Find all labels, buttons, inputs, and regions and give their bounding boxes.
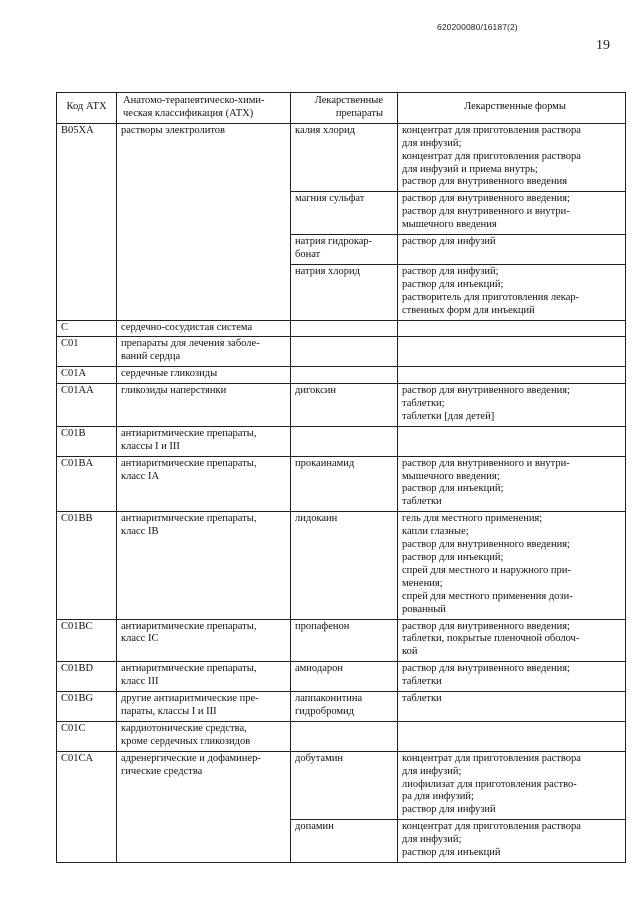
atx-class-cell-line: параты, классы I и III (121, 705, 217, 717)
forms-cell-line: раствор для инфузий; (402, 265, 499, 277)
forms-cell (398, 123, 626, 192)
table-row (57, 384, 626, 427)
atx-code-cell: B05XA (57, 123, 117, 320)
forms-cell (398, 619, 626, 662)
forms-cell (398, 426, 626, 456)
drug-cell (291, 820, 398, 863)
atx-class-cell (117, 662, 291, 692)
forms-cell (398, 337, 626, 367)
forms-cell-line: для инфузий; (402, 765, 462, 777)
atx-class-cell (117, 721, 291, 751)
atx-class-cell (117, 337, 291, 367)
atx-class-cell-line: класс III (121, 676, 159, 688)
header-drug-line-2: препараты (335, 107, 383, 119)
atx-code-cell: C01BA (57, 456, 117, 512)
drug-cell-line: бонат (295, 248, 321, 260)
atx-class-cell-line: антиаритмические препараты, (121, 427, 257, 439)
forms-cell-line: растворитель для приготовления лекар- (402, 291, 580, 303)
atx-class-cell-line: кроме сердечных гликозидов (121, 735, 251, 747)
forms-cell-line: для инфузий и приема внутрь; (402, 163, 538, 175)
table-row (57, 320, 626, 337)
forms-cell (398, 320, 626, 337)
atx-class-cell-line: кардиотонические средства, (121, 722, 247, 734)
atx-class-cell (117, 692, 291, 722)
forms-cell-line: мышечного введения; (402, 470, 500, 482)
drug-cell (291, 662, 398, 692)
atx-class-cell (117, 512, 291, 619)
drug-cell-line: добутамин (295, 752, 344, 764)
forms-cell (398, 751, 626, 820)
drug-cell (291, 320, 398, 337)
atx-code-cell: C01 (57, 337, 117, 367)
forms-cell (398, 192, 626, 235)
forms-cell-line: спрей для местного и наружного при- (402, 564, 571, 576)
forms-cell (398, 264, 626, 320)
drug-cell-line: лаппаконитина (295, 693, 363, 705)
forms-cell-line: мышечного введения (402, 219, 497, 231)
drug-cell (291, 692, 398, 722)
forms-cell-line: капли глазные; (402, 526, 469, 538)
forms-cell-line: концентрат для приготовления раствора (402, 124, 581, 136)
table-row (57, 456, 626, 512)
drug-cell-line: прокаинамид (295, 457, 355, 469)
forms-cell-line: раствор для внутривенного введения; (402, 620, 570, 632)
forms-cell-line: раствор для инъекций; (402, 552, 504, 563)
table-header-row (57, 93, 626, 124)
header-drug-line-1: Лекарственные (314, 95, 383, 106)
forms-cell (398, 512, 626, 619)
atx-class-cell-line: адренергические и дофаминер- (121, 752, 261, 764)
atx-class-cell-line: ваний сердца (121, 351, 181, 363)
forms-cell (398, 721, 626, 751)
atx-class-cell-line: гликозиды наперстянки (121, 385, 227, 397)
atx-class-cell-line: антиаритмические препараты, (121, 663, 257, 675)
document-number: 620200080/16187(2) (437, 22, 518, 32)
drug-cell (291, 235, 398, 265)
atx-class-cell-line: сердечно-сосудистая система (121, 321, 253, 333)
atx-class-cell (117, 619, 291, 662)
forms-cell-line: раствор для инъекций; (402, 483, 504, 495)
drug-cell-line: дигоксин (295, 385, 336, 397)
page-number: 19 (596, 38, 610, 53)
drug-cell-line: пропафенон (295, 620, 350, 632)
atx-code-cell: C01BG (57, 692, 117, 722)
forms-cell-line: раствор для внутривенного введения (402, 176, 568, 188)
forms-cell (398, 662, 626, 692)
forms-cell-line: ра для инфузий; (402, 791, 474, 803)
atx-code-cell: C01C (57, 721, 117, 751)
atx-class-cell-line: другие антиаритмические пре- (121, 693, 259, 705)
atx-code-cell: C01B (57, 426, 117, 456)
drug-cell (291, 751, 398, 820)
forms-cell-line: менения; (402, 577, 443, 589)
atx-code-cell: C (57, 320, 117, 337)
table-row (57, 367, 626, 384)
drug-cell (291, 337, 398, 367)
atx-class-cell-line: препараты для лечения заболе- (121, 338, 260, 350)
forms-cell-line: для инфузий; (402, 834, 462, 846)
drug-cell-line: калия хлорид (295, 124, 355, 136)
atx-class-cell (117, 367, 291, 384)
atx-class-cell-line: класс IB (121, 526, 159, 538)
forms-cell-line: таблетки (402, 676, 442, 688)
header-class-line-1: Анатомо-терапевтическо-хими- (123, 95, 265, 106)
table-row (57, 337, 626, 367)
forms-cell-line: раствор для внутривенного введения; (402, 663, 570, 675)
atx-class-cell-line: антиаритмические препараты, (121, 513, 257, 525)
header-code: Код АТХ (57, 93, 117, 124)
atx-table (56, 92, 626, 863)
forms-cell-line: концентрат для приготовления раствора (402, 752, 581, 764)
atx-class-cell-line: класс IA (121, 470, 160, 482)
table-row (57, 512, 626, 619)
forms-cell-line: концентрат для приготовления раствора (402, 821, 581, 833)
forms-cell-line: раствор для внутривенного и внутри- (402, 457, 570, 469)
forms-cell (398, 692, 626, 722)
forms-cell-line: раствор для инфузий (402, 236, 496, 248)
drug-cell (291, 384, 398, 427)
table-row (57, 721, 626, 751)
atx-class-cell-line: гические средства (121, 765, 203, 777)
forms-cell (398, 235, 626, 265)
forms-cell-line: концентрат для приготовления раствора (402, 150, 581, 162)
forms-cell-line: лиофилизат для приготовления раство- (402, 778, 577, 790)
table-row (57, 426, 626, 456)
forms-cell-line: кой (402, 646, 418, 658)
drug-cell-line: натрия гидрокар- (295, 236, 373, 248)
forms-cell-line: таблетки; (402, 398, 445, 410)
drug-cell (291, 264, 398, 320)
atx-class-cell (117, 123, 291, 320)
atx-class-cell (117, 426, 291, 456)
atx-code-cell: C01BC (57, 619, 117, 662)
drug-cell (291, 456, 398, 512)
forms-cell-line: раствор для внутривенного введения; (402, 539, 570, 551)
header-drug (291, 93, 398, 124)
table-row (57, 123, 626, 192)
forms-cell-line: таблетки (402, 496, 442, 508)
atx-code-cell: C01AA (57, 384, 117, 427)
drug-cell (291, 512, 398, 619)
atx-class-cell (117, 384, 291, 427)
forms-cell-line: раствор для внутривенного и внутри- (402, 206, 570, 218)
forms-cell-line: раствор для инъекций (402, 847, 501, 859)
forms-cell-line: таблетки, покрытые пленочной оболоч- (402, 633, 580, 645)
forms-cell-line: рованный (402, 603, 446, 615)
atx-class-cell-line: сердечные гликозиды (121, 368, 218, 380)
atx-class-cell-line: классы I и III (121, 440, 180, 452)
table-row (57, 692, 626, 722)
forms-cell (398, 456, 626, 512)
drug-cell-line: магния сульфат (295, 193, 365, 205)
atx-class-cell-line: класс IC (121, 633, 159, 645)
atx-class-cell-line: антиаритмические препараты, (121, 620, 257, 632)
drug-cell-line: натрия хлорид (295, 265, 360, 277)
forms-cell-line: раствор для инфузий (402, 804, 496, 816)
drug-cell (291, 192, 398, 235)
drug-cell (291, 426, 398, 456)
forms-cell-line: гель для местного применения; (402, 513, 543, 525)
atx-code-cell: C01A (57, 367, 117, 384)
atx-code-cell: C01CA (57, 751, 117, 862)
atx-code-cell: C01BD (57, 662, 117, 692)
header-class (117, 93, 291, 124)
table-body (57, 123, 626, 862)
table-row (57, 619, 626, 662)
header-class-line-2: ческая классификация (АТХ) (123, 107, 254, 119)
atx-class-cell-line: антиаритмические препараты, (121, 457, 257, 469)
table-row (57, 662, 626, 692)
drug-cell (291, 123, 398, 192)
forms-cell (398, 384, 626, 427)
forms-cell-line: таблетки [для детей] (402, 410, 495, 422)
drug-cell-line: амиодарон (295, 663, 343, 675)
atx-class-cell (117, 320, 291, 337)
table-row (57, 751, 626, 820)
forms-cell-line: для инфузий; (402, 137, 462, 149)
forms-cell (398, 367, 626, 384)
drug-cell-line: допамин (295, 821, 334, 833)
atx-class-cell (117, 751, 291, 862)
drug-cell (291, 721, 398, 751)
drug-cell-line: лидокаин (295, 513, 338, 525)
forms-cell-line: ственных форм для инъекций (402, 304, 535, 316)
forms-cell-line: раствор для внутривенного введения; (402, 385, 570, 397)
forms-cell-line: спрей для местного применения дози- (402, 590, 573, 602)
atx-code-cell: C01BB (57, 512, 117, 619)
atx-class-cell-line: растворы электролитов (121, 124, 226, 136)
atx-class-cell (117, 456, 291, 512)
drug-cell (291, 619, 398, 662)
forms-cell-line: раствор для внутривенного введения; (402, 193, 570, 205)
drug-cell-line: гидробромид (295, 705, 355, 717)
forms-cell-line: таблетки (402, 693, 442, 705)
drug-cell (291, 367, 398, 384)
forms-cell (398, 820, 626, 863)
header-forms: Лекарственные формы (398, 93, 626, 124)
forms-cell-line: раствор для инъекций; (402, 278, 504, 290)
